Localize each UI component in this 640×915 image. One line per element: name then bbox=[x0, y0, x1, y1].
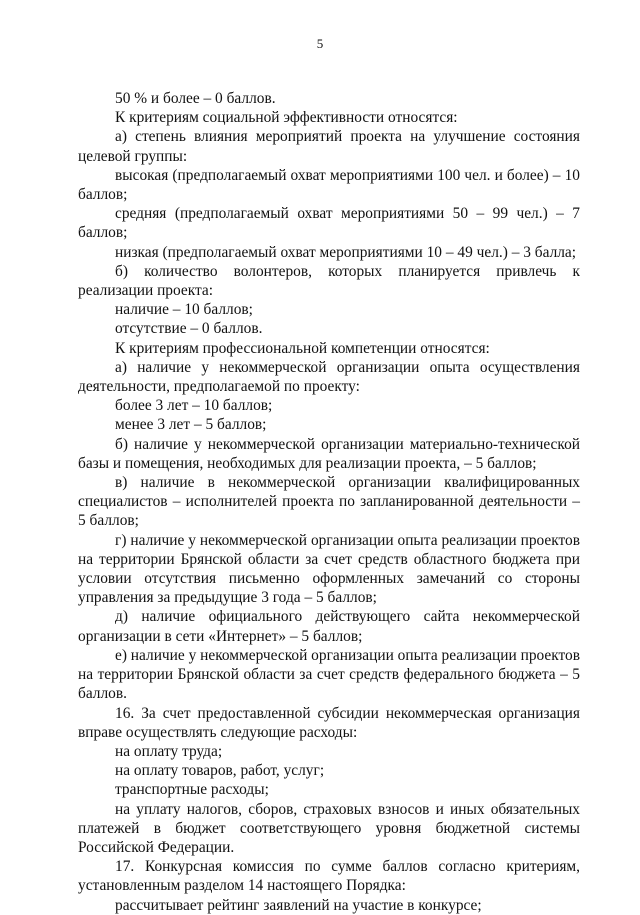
paragraph: а) степень влияния мероприятий проекта на улучшение состояния целевой группы: bbox=[78, 128, 580, 165]
paragraph: отсутствие – 0 баллов. bbox=[115, 320, 263, 338]
paragraph: рассчитывает рейтинг заявлений на участие в конкурсе; bbox=[115, 896, 482, 914]
paragraph: в) наличие в некоммерческой организации квалифицированных специалистов – исполнителей проекта по запланированной деятельности – 5 баллов; bbox=[78, 474, 580, 530]
paragraph: а) наличие у некоммерческой организации опыта осуществления деятельности, предполагаемой по проекту: bbox=[78, 358, 580, 396]
paragraph: менее 3 лет – 5 баллов; bbox=[115, 416, 267, 434]
paragraph: 17. Конкурсная комиссия по сумме баллов согласно критериям, установленным разделом 14 настоящего Порядка: bbox=[78, 858, 580, 895]
paragraph: более 3 лет – 10 баллов; bbox=[115, 397, 273, 415]
paragraph: 50 % и более – 0 баллов. bbox=[115, 90, 276, 107]
paragraph: 16. За счет предоставленной субсидии некоммерческая организация вправе осуществлять следующие расходы: bbox=[78, 704, 580, 741]
document-body bbox=[78, 89, 580, 915]
paragraph: К критериям профессиональной компетенции относятся: bbox=[115, 339, 490, 357]
paragraph: д) наличие официального действующего сайта некоммерческой организации в сети «Интернет» – 5 баллов; bbox=[78, 608, 580, 645]
paragraph: высокая (предполагаемый охват мероприятиями 100 чел. и более) – 10 баллов; bbox=[78, 166, 580, 204]
paragraph: е) наличие у некоммерческой организации опыта реализации проектов на территории Брянской области за счет средств федерального бюджета – 5 баллов. bbox=[78, 646, 580, 703]
paragraph: б) наличие у некоммерческой организации материально-технической базы и помещения, необходимых для реализации проекта, – 5 баллов; bbox=[78, 435, 580, 472]
paragraph: транспортные расходы; bbox=[115, 781, 269, 799]
paragraph: на оплату товаров, работ, услуг; bbox=[115, 762, 325, 780]
paragraph: на оплату труда; bbox=[115, 742, 223, 760]
page-number: 5 bbox=[316, 36, 324, 51]
paragraph: наличие – 10 баллов; bbox=[115, 301, 253, 319]
paragraph: средняя (предполагаемый охват мероприятиями 50 – 99 чел.) – 7 баллов; bbox=[78, 205, 580, 242]
paragraph: на уплату налогов, сборов, страховых взносов и иных обязательных платежей в бюджет соответствующего уровня бюджетной системы Российской Федерации. bbox=[78, 800, 580, 856]
paragraph: б) количество волонтеров, которых планируется привлечь к реализации проекта: bbox=[78, 262, 580, 300]
paragraph: К критериям социальной эффективности относятся: bbox=[115, 109, 458, 127]
paragraph: г) наличие у некоммерческой организации опыта реализации проектов на территории Брянской области за счет средств областного бюджета при условии отсутствия письменно оформленных замечаний со стороны управления за предыдущие 3 года – 5 баллов; bbox=[78, 531, 580, 607]
paragraph: низкая (предполагаемый охват мероприятиями 10 – 49 чел.) – 3 балла; bbox=[115, 243, 577, 261]
